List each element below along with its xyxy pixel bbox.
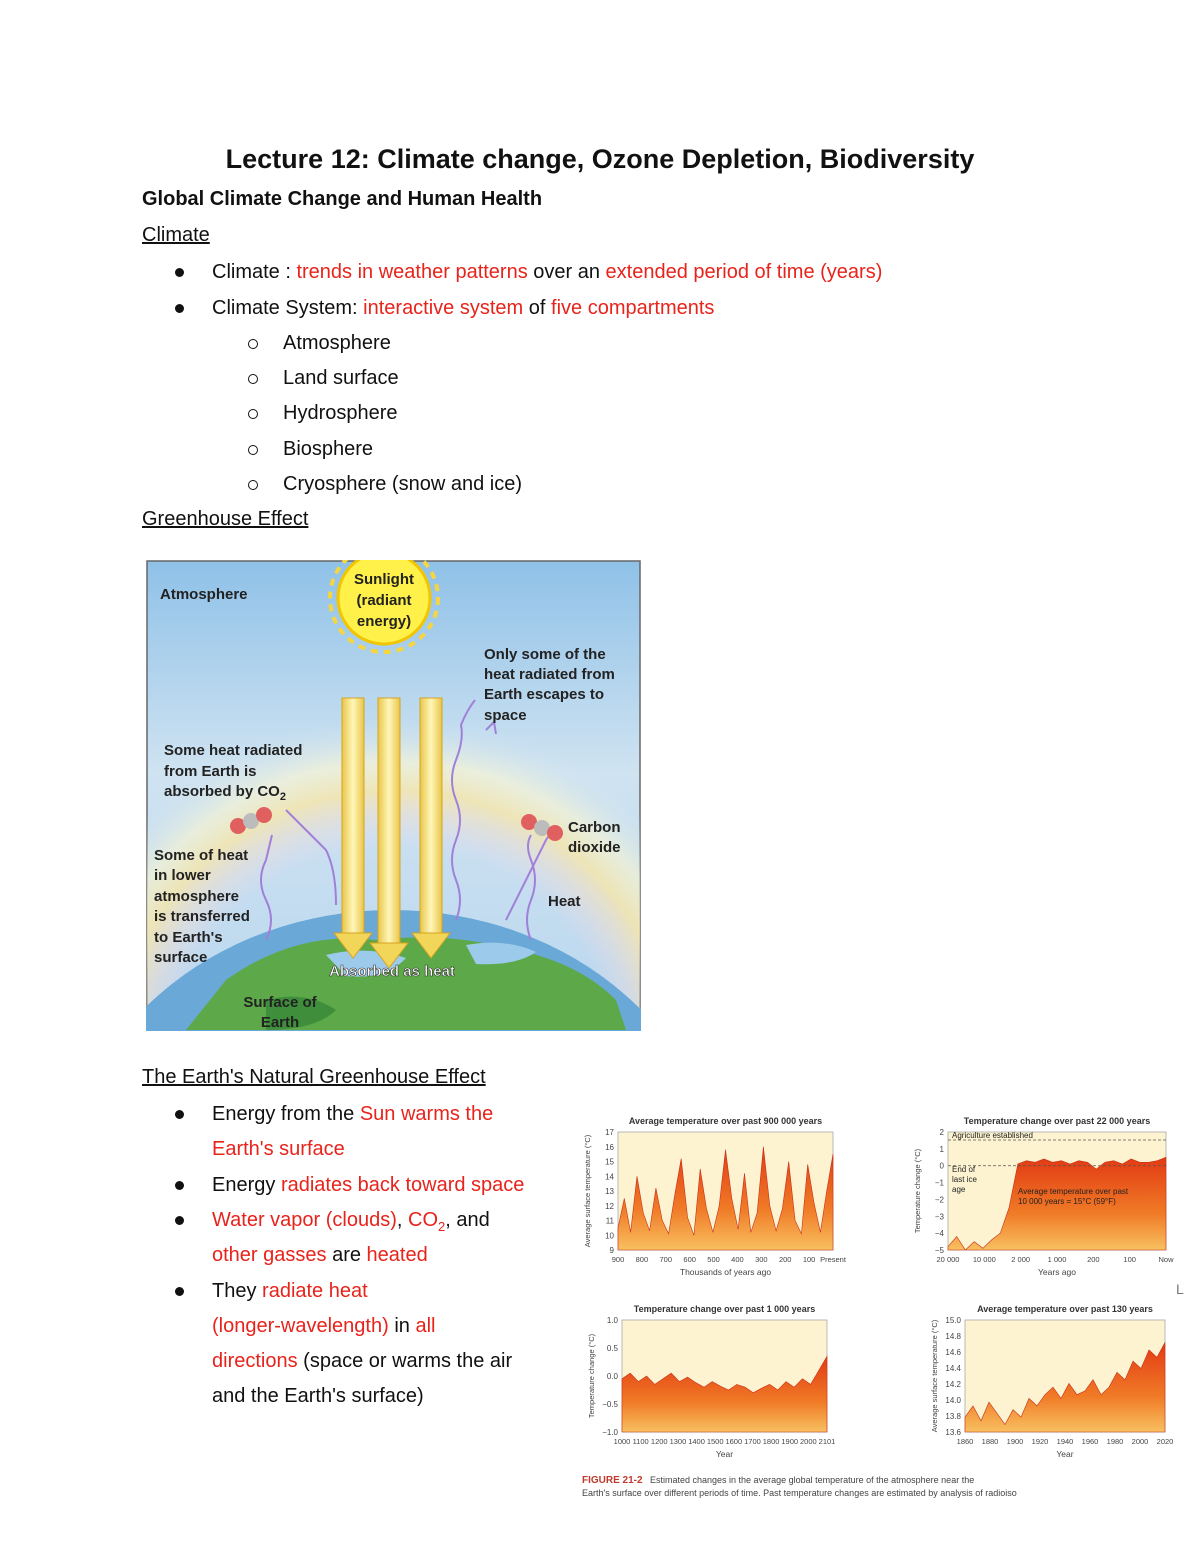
chart-y-tick-label: 9 [609, 1246, 614, 1255]
bullet-dot [175, 1287, 184, 1296]
natural-line: other gasses are heated [212, 1244, 428, 1266]
chart-x-tick-label: 1400 [688, 1437, 705, 1446]
chart-y-tick-label: 14 [605, 1172, 614, 1182]
label-sunlight: (radiant [356, 592, 412, 609]
label-lower: is transferred [154, 908, 250, 925]
bullet-dot [175, 304, 184, 313]
label-escape: Only some of the [484, 646, 606, 663]
label-absorbed-co2: Some heat radiated [164, 742, 303, 759]
chart-y-tick-label: 14.4 [945, 1364, 961, 1373]
compartment-item: Hydrosphere [283, 402, 398, 424]
chart-y-tick-label: −3 [934, 1212, 944, 1222]
chart-x-tick-label: 1940 [1056, 1437, 1074, 1446]
chart-x-tick-label: Present [820, 1255, 846, 1264]
label-absorbed-co2: from Earth is [164, 763, 257, 780]
chart-x-tick-label: 2000 [800, 1437, 817, 1446]
chart-x-tick-label: 1300 [669, 1437, 687, 1446]
label-sunlight: energy) [356, 613, 412, 630]
chart-x-tick-label: 100 [1123, 1255, 1136, 1264]
chart-x-label: Thousands of years ago [679, 1267, 772, 1277]
chart-y-tick-label: 1.0 [606, 1316, 618, 1325]
chart-y-tick-label: 0.0 [606, 1372, 618, 1381]
chart-x-tick-label: 1900 [1006, 1437, 1024, 1446]
chart-y-tick-label: 0 [939, 1161, 944, 1171]
chart-y-tick-label: 13.6 [945, 1428, 961, 1437]
compartment-item: Biosphere [283, 438, 374, 460]
chart-y-label: Average surface temperature (°C) [583, 1134, 592, 1248]
figure-caption-label: FIGURE 21-2 [582, 1475, 643, 1486]
chart-x-tick-label: 1960 [1081, 1437, 1099, 1446]
chart-x-tick-label: 300 [755, 1255, 768, 1264]
chart-x-tick-label: 1500 [706, 1437, 724, 1446]
section-heading: Global Climate Change and Human Health [142, 188, 543, 210]
natural-line: Earth's surface [212, 1138, 345, 1160]
sub-bullet [248, 409, 258, 419]
natural-line: and the Earth's surface) [212, 1385, 424, 1407]
sub-bullet [248, 445, 258, 455]
label-heat: Heat [548, 893, 581, 910]
chart-x-tick-label: 400 [731, 1255, 744, 1264]
chart-y-label: Average surface temperature (°C) [930, 1319, 939, 1433]
bullet-dot [175, 1110, 184, 1119]
chart-y-tick-label: 13 [605, 1187, 614, 1196]
chart-y-tick-label: 16 [605, 1142, 614, 1152]
figure-caption: Estimated changes in the average global temperature of the atmosphere near the [650, 1475, 975, 1485]
climate-heading: Climate [142, 224, 210, 246]
chart-title: Temperature change over past 1 000 years [633, 1304, 816, 1314]
natural-line: They radiate heat [212, 1280, 368, 1302]
label-lower: surface [154, 949, 208, 966]
chart-annotation: Agriculture established [952, 1131, 1033, 1140]
chart-y-tick-label: 14.6 [945, 1348, 961, 1357]
label-carbon: dioxide [568, 839, 621, 856]
compartment-item: Cryosphere (snow and ice) [283, 473, 522, 495]
chart-y-tick-label: 17 [605, 1128, 614, 1137]
chart-x-tick-label: 1860 [956, 1437, 974, 1446]
chart-annotation: last ice [952, 1175, 977, 1184]
chart-annotation: End of [952, 1165, 976, 1174]
sunlight-beams [334, 698, 450, 968]
label-surface: Surface of [243, 994, 317, 1011]
chart-x-label: Year [715, 1449, 734, 1459]
chart-y-label: Temperature change (°C) [587, 1333, 596, 1419]
label-escape: heat radiated from [484, 666, 615, 683]
chart-y-tick-label: 14.0 [945, 1396, 961, 1405]
page-title: Lecture 12: Climate change, Ozone Depletion, Biodiversity [225, 144, 975, 174]
chart-x-tick-label: 1200 [650, 1437, 668, 1446]
chart-x-tick-label: 2 000 [1011, 1255, 1031, 1264]
label-atmosphere: Atmosphere [160, 586, 248, 603]
chart-x-tick-label: 1600 [725, 1437, 743, 1446]
label-lower: Some of heat [154, 847, 249, 864]
chart-y-tick-label: −5 [934, 1246, 944, 1255]
chart-y-tick-label: 11 [605, 1216, 614, 1226]
chart-x-tick-label: 200 [1087, 1255, 1100, 1264]
chart-x-tick-label: 10 000 [972, 1255, 996, 1264]
chart-x-tick-label: 1 000 [1047, 1255, 1067, 1264]
greenhouse-heading: Greenhouse Effect [142, 508, 309, 530]
chart-x-tick-label: 1100 [632, 1437, 649, 1446]
chart-x-tick-label: 100 [802, 1255, 816, 1264]
chart-y-tick-label: 12 [605, 1201, 614, 1211]
chart-y-tick-label: 15 [605, 1157, 614, 1167]
chart-x-tick-label: 1900 [781, 1437, 799, 1446]
figure-caption: Earth's surface over different periods of time. Past temperature changes are estimated by analysis of radioiso [582, 1488, 1017, 1498]
label-absorbed-heat: Absorbed as heat [329, 963, 455, 980]
bullet-dot [175, 268, 184, 277]
bullet-dot [175, 1216, 184, 1225]
chart-x-tick-label: 900 [611, 1255, 625, 1264]
natural-line: Energy from the Sun warms the [212, 1103, 494, 1125]
chart-y-tick-label: 1 [939, 1144, 944, 1154]
chart-y-tick-label: 14.8 [945, 1332, 961, 1341]
chart-x-tick-label: 1920 [1031, 1437, 1049, 1446]
chart-x-tick-label: 1800 [762, 1437, 780, 1446]
label-escape: space [484, 707, 527, 724]
climate-definition: Climate : trends in weather patterns over an extended period of time (years) [212, 261, 883, 283]
chart-y-tick-label: 2 [939, 1128, 944, 1137]
label-lower: in lower [154, 867, 211, 884]
label-escape: Earth escapes to [484, 686, 605, 703]
chart-y-tick-label: 14.2 [945, 1380, 961, 1389]
label-surface: Earth [260, 1014, 300, 1031]
chart-title: Temperature change over past 22 000 years [963, 1116, 1151, 1126]
chart-y-tick-label: −1 [934, 1178, 944, 1188]
sub-bullet [248, 480, 258, 490]
chart-y-tick-label: 0.5 [606, 1344, 618, 1353]
chart-x-tick-label: 200 [778, 1255, 792, 1264]
climate-system-definition: Climate System: interactive system of five compartments [212, 297, 715, 319]
chart-y-tick-label: 13.8 [945, 1412, 961, 1421]
chart-x-tick-label: 600 [683, 1255, 696, 1264]
natural-line: directions (space or warms the air [212, 1350, 513, 1372]
chart-x-tick-label: 2000 [1131, 1437, 1149, 1446]
compartment-item: Land surface [283, 367, 399, 389]
chart-title: Average temperature over past 900 000 years [628, 1116, 823, 1126]
chart-x-tick-label: 800 [635, 1255, 649, 1264]
natural-line: (longer-wavelength) in all [212, 1315, 436, 1337]
chart-x-tick-label: 1880 [981, 1437, 999, 1446]
chart-x-tick-label: 1000 [613, 1437, 631, 1446]
label-lower: atmosphere [154, 888, 240, 905]
bullet-dot [175, 1181, 184, 1190]
chart-y-tick-label: −4 [934, 1229, 944, 1239]
natural-line: Energy radiates back toward space [212, 1174, 525, 1196]
label-carbon: Carbon [568, 819, 621, 836]
chart-x-label: Years ago [1038, 1267, 1076, 1277]
chart-x-tick-label: 1980 [1106, 1437, 1124, 1446]
chart-x-tick-label: 700 [659, 1255, 673, 1264]
chart-annotation: age [952, 1185, 966, 1194]
chart-title: Average temperature over past 130 years [977, 1304, 1153, 1314]
chart-y-tick-label: 10 [605, 1231, 614, 1241]
chart-y-tick-label: −1.0 [602, 1428, 618, 1437]
greenhouse-diagram [146, 560, 641, 1031]
chart-annotation: 10 000 years = 15°C (59°F) [1018, 1197, 1116, 1206]
chart-x-tick-label: 2020 [1156, 1437, 1174, 1446]
chart-x-tick-label: 1700 [744, 1437, 761, 1446]
chart-x-tick-label: 2101 [818, 1437, 836, 1446]
chart-y-tick-label: −2 [934, 1195, 944, 1205]
chart-x-label: Year [1056, 1449, 1074, 1459]
chart-x-tick-label: 500 [707, 1255, 720, 1264]
chart-y-label: Temperature change (°C) [913, 1148, 922, 1234]
side-mark: L [1176, 1281, 1184, 1297]
chart-annotation: Average temperature over past [1018, 1187, 1129, 1196]
sub-bullet [248, 339, 258, 349]
label-lower: to Earth's [154, 929, 223, 946]
label-sunlight: Sunlight [354, 571, 414, 588]
chart-y-tick-label: 15.0 [945, 1316, 961, 1325]
natural-line: Water vapor (clouds), $CO_2$, and [212, 1209, 490, 1234]
sub-bullet [248, 374, 258, 384]
temperature-figure [580, 1110, 1200, 1510]
compartment-item: Atmosphere [283, 332, 391, 354]
chart-y-tick-label: −0.5 [602, 1400, 618, 1409]
chart-x-tick-label: Now [1158, 1255, 1174, 1264]
chart-x-tick-label: 20 000 [936, 1255, 960, 1264]
label-absorbed-co2: absorbed by $CO_2$ [164, 783, 286, 803]
natural-greenhouse-heading: The Earth's Natural Greenhouse Effect [142, 1066, 486, 1088]
